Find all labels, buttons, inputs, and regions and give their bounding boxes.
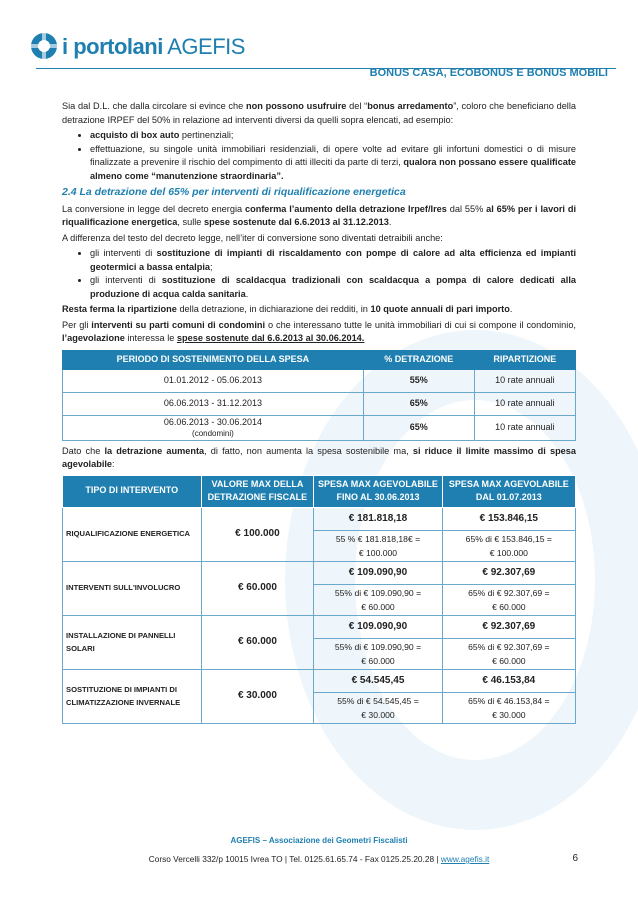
- paragraph-conversion: La conversione in legge del decreto energia conferma l’aumento della detrazione Irpef/Ires dal 55% al 65% per i lavori di riqualificazione energetica, sulle spese sostenute dal 6.6.2013 al 31.12.2013.: [62, 203, 576, 227]
- max-deduction: € 60.000: [201, 615, 314, 669]
- page-number: 6: [572, 853, 578, 864]
- max-spend-from-july: € 92.307,69: [442, 561, 575, 584]
- table-row: [63, 392, 576, 415]
- max-spend-2013: € 181.818,18: [314, 507, 442, 530]
- table-row: [63, 561, 576, 584]
- column-header: VALORE MAX DELLA DETRAZIONE FISCALE: [201, 475, 314, 507]
- list-item: • effettuazione, su singole unità immobiliari residenziali, di opere volte ad evitare gli infortuni domestici o di misure finalizzate a prevenire il rischio del compimento di atti illeciti da parte di terzi, qualora non possano essere qualificate almeno come “manutenzione straordinaria”.: [90, 143, 576, 184]
- paragraph-differences: A differenza del testo del decreto legge, nell’iter di conversione sono diventati detraibili anche:: [62, 232, 443, 243]
- column-header: RIPARTIZIONE: [474, 350, 575, 369]
- max-spend-2013: € 54.545,45: [314, 669, 442, 692]
- max-spend-from-july: € 46.153,84: [442, 669, 575, 692]
- max-spending-table: [62, 475, 576, 724]
- period-cell: 01.01.2012 - 05.06.2013: [63, 369, 364, 392]
- footer-organization: AGEFIS – Associazione dei Geometri Fiscalisti: [230, 836, 408, 845]
- document-subtitle: BONUS CASA, ECOBONUS E BONUS MOBILI: [369, 67, 608, 79]
- max-spend-from-july: € 92.307,69: [442, 615, 575, 638]
- percent-cell: 65%: [363, 392, 474, 415]
- split-cell: 10 rate annuali: [474, 369, 575, 392]
- page-header: [30, 28, 610, 66]
- column-header: TIPO DI INTERVENTO: [63, 475, 202, 507]
- list-item: • gli interventi di sostituzione di impianti di riscaldamento con pompe di calore ad alta efficienza ed impianti geotermici a bassa entalpia;: [90, 247, 576, 274]
- calc-2013: 55 % € 181.818,18€ = € 100.000: [314, 530, 442, 561]
- column-header: SPESA MAX AGEVOLABILE DAL 01.07.2013: [442, 475, 575, 507]
- list-item: • acquisto di box auto pertinenziali;: [90, 129, 576, 143]
- period-cell: 06.06.2013 - 31.12.2013: [63, 392, 364, 415]
- paragraph-limit: Dato che la detrazione aumenta, di fatto, non aumenta la spesa sostenibile ma, si riduce il limite massimo di spesa agevolabile:: [62, 445, 577, 469]
- table-row: [63, 507, 576, 530]
- max-deduction: € 60.000: [201, 561, 314, 615]
- split-cell: 10 rate annuali: [474, 392, 575, 415]
- table-row: [63, 415, 576, 440]
- calc-from-july: 65% di € 153.846,15 = € 100.000: [442, 530, 575, 561]
- column-header: PERIODO DI SOSTENIMENTO DELLA SPESA: [63, 350, 364, 369]
- table-row: [63, 369, 576, 392]
- column-header: % DETRAZIONE: [363, 350, 474, 369]
- calc-2013: 55% di € 109.090,90 = € 60.000: [314, 584, 442, 615]
- calc-from-july: 65% di € 92.307,69 = € 60.000: [442, 584, 575, 615]
- table-header-row: [63, 350, 576, 369]
- column-header: SPESA MAX AGEVOLABILE FINO AL 30.06.2013: [314, 475, 442, 507]
- max-spend-from-july: € 153.846,15: [442, 507, 575, 530]
- max-spend-2013: € 109.090,90: [314, 561, 442, 584]
- page-content: [62, 100, 576, 724]
- period-cell: 06.06.2013 - 30.06.2014 (condomini): [63, 415, 364, 440]
- max-spend-2013: € 109.090,90: [314, 615, 442, 638]
- paragraph-intro: Sia dal D.L. che dalla circolare si evince che non possono usufruire del “bonus arredamento”, coloro che beneficiano della detrazione IRPEF del 50% in relazione ad interventi diversi da quelli sopra elencati, ad esempio:: [62, 101, 577, 125]
- calc-from-july: 65% di € 92.307,69 = € 60.000: [442, 638, 575, 669]
- list-item: • gli interventi di sostituzione di scaldacqua tradizionali con scaldacqua a pompa di calore dedicati alla produzione di acqua calda sanitaria.: [90, 274, 576, 301]
- website-link[interactable]: www.agefis.it: [440, 854, 490, 864]
- split-cell: 10 rate annuali: [474, 415, 575, 440]
- intervention-type: INTERVENTI SULL'INVOLUCRO: [63, 561, 202, 615]
- deductible-list: [62, 247, 576, 301]
- calc-2013: 55% di € 54.545,45 = € 30.000: [314, 692, 442, 723]
- calc-2013: 55% di € 109.090,90 = € 60.000: [314, 638, 442, 669]
- exclusions-list: [62, 129, 576, 183]
- calc-from-july: 65% di € 46.153,84 = € 30.000: [442, 692, 575, 723]
- intervention-type: RIQUALIFICAZIONE ENERGETICA: [63, 507, 202, 561]
- paragraph-split: Resta ferma la ripartizione della detrazione, in dichiarazione dei redditi, in 10 quote annuali di pari importo.: [62, 304, 513, 314]
- max-deduction: € 30.000: [201, 669, 314, 723]
- footer-contacts: Corso Vercelli 332/p 10015 Ivrea TO | Tel. 0125.61.65.74 - Fax 0125.25.20.28 | www.agefis.it: [148, 854, 490, 864]
- section-heading: 2.4 La detrazione del 65% per interventi di riqualificazione energetica: [62, 186, 406, 198]
- table-header-row: [63, 475, 576, 507]
- table-row: [63, 669, 576, 692]
- table-row: [63, 615, 576, 638]
- portolani-logo-icon: [30, 32, 58, 60]
- intervention-type: INSTALLAZIONE DI PANNELLI SOLARI: [63, 615, 202, 669]
- paragraph-condomini: Per gli interventi su parti comuni di condomini o che interessano tutte le unità immobiliari di cui si compone il condominio, l’agevolazione interessa le spese sostenute dal 6.6.2013 al 30.06.2014.: [62, 319, 576, 343]
- intervention-type: SOSTITUZIONE DI IMPIANTI DI CLIMATIZZAZIONE INVERNALE: [63, 669, 202, 723]
- max-deduction: € 100.000: [201, 507, 314, 561]
- percent-cell: 65%: [363, 415, 474, 440]
- logo-text: i portolani AGEFIS: [62, 34, 245, 59]
- percent-cell: 55%: [363, 369, 474, 392]
- deduction-period-table: [62, 350, 576, 441]
